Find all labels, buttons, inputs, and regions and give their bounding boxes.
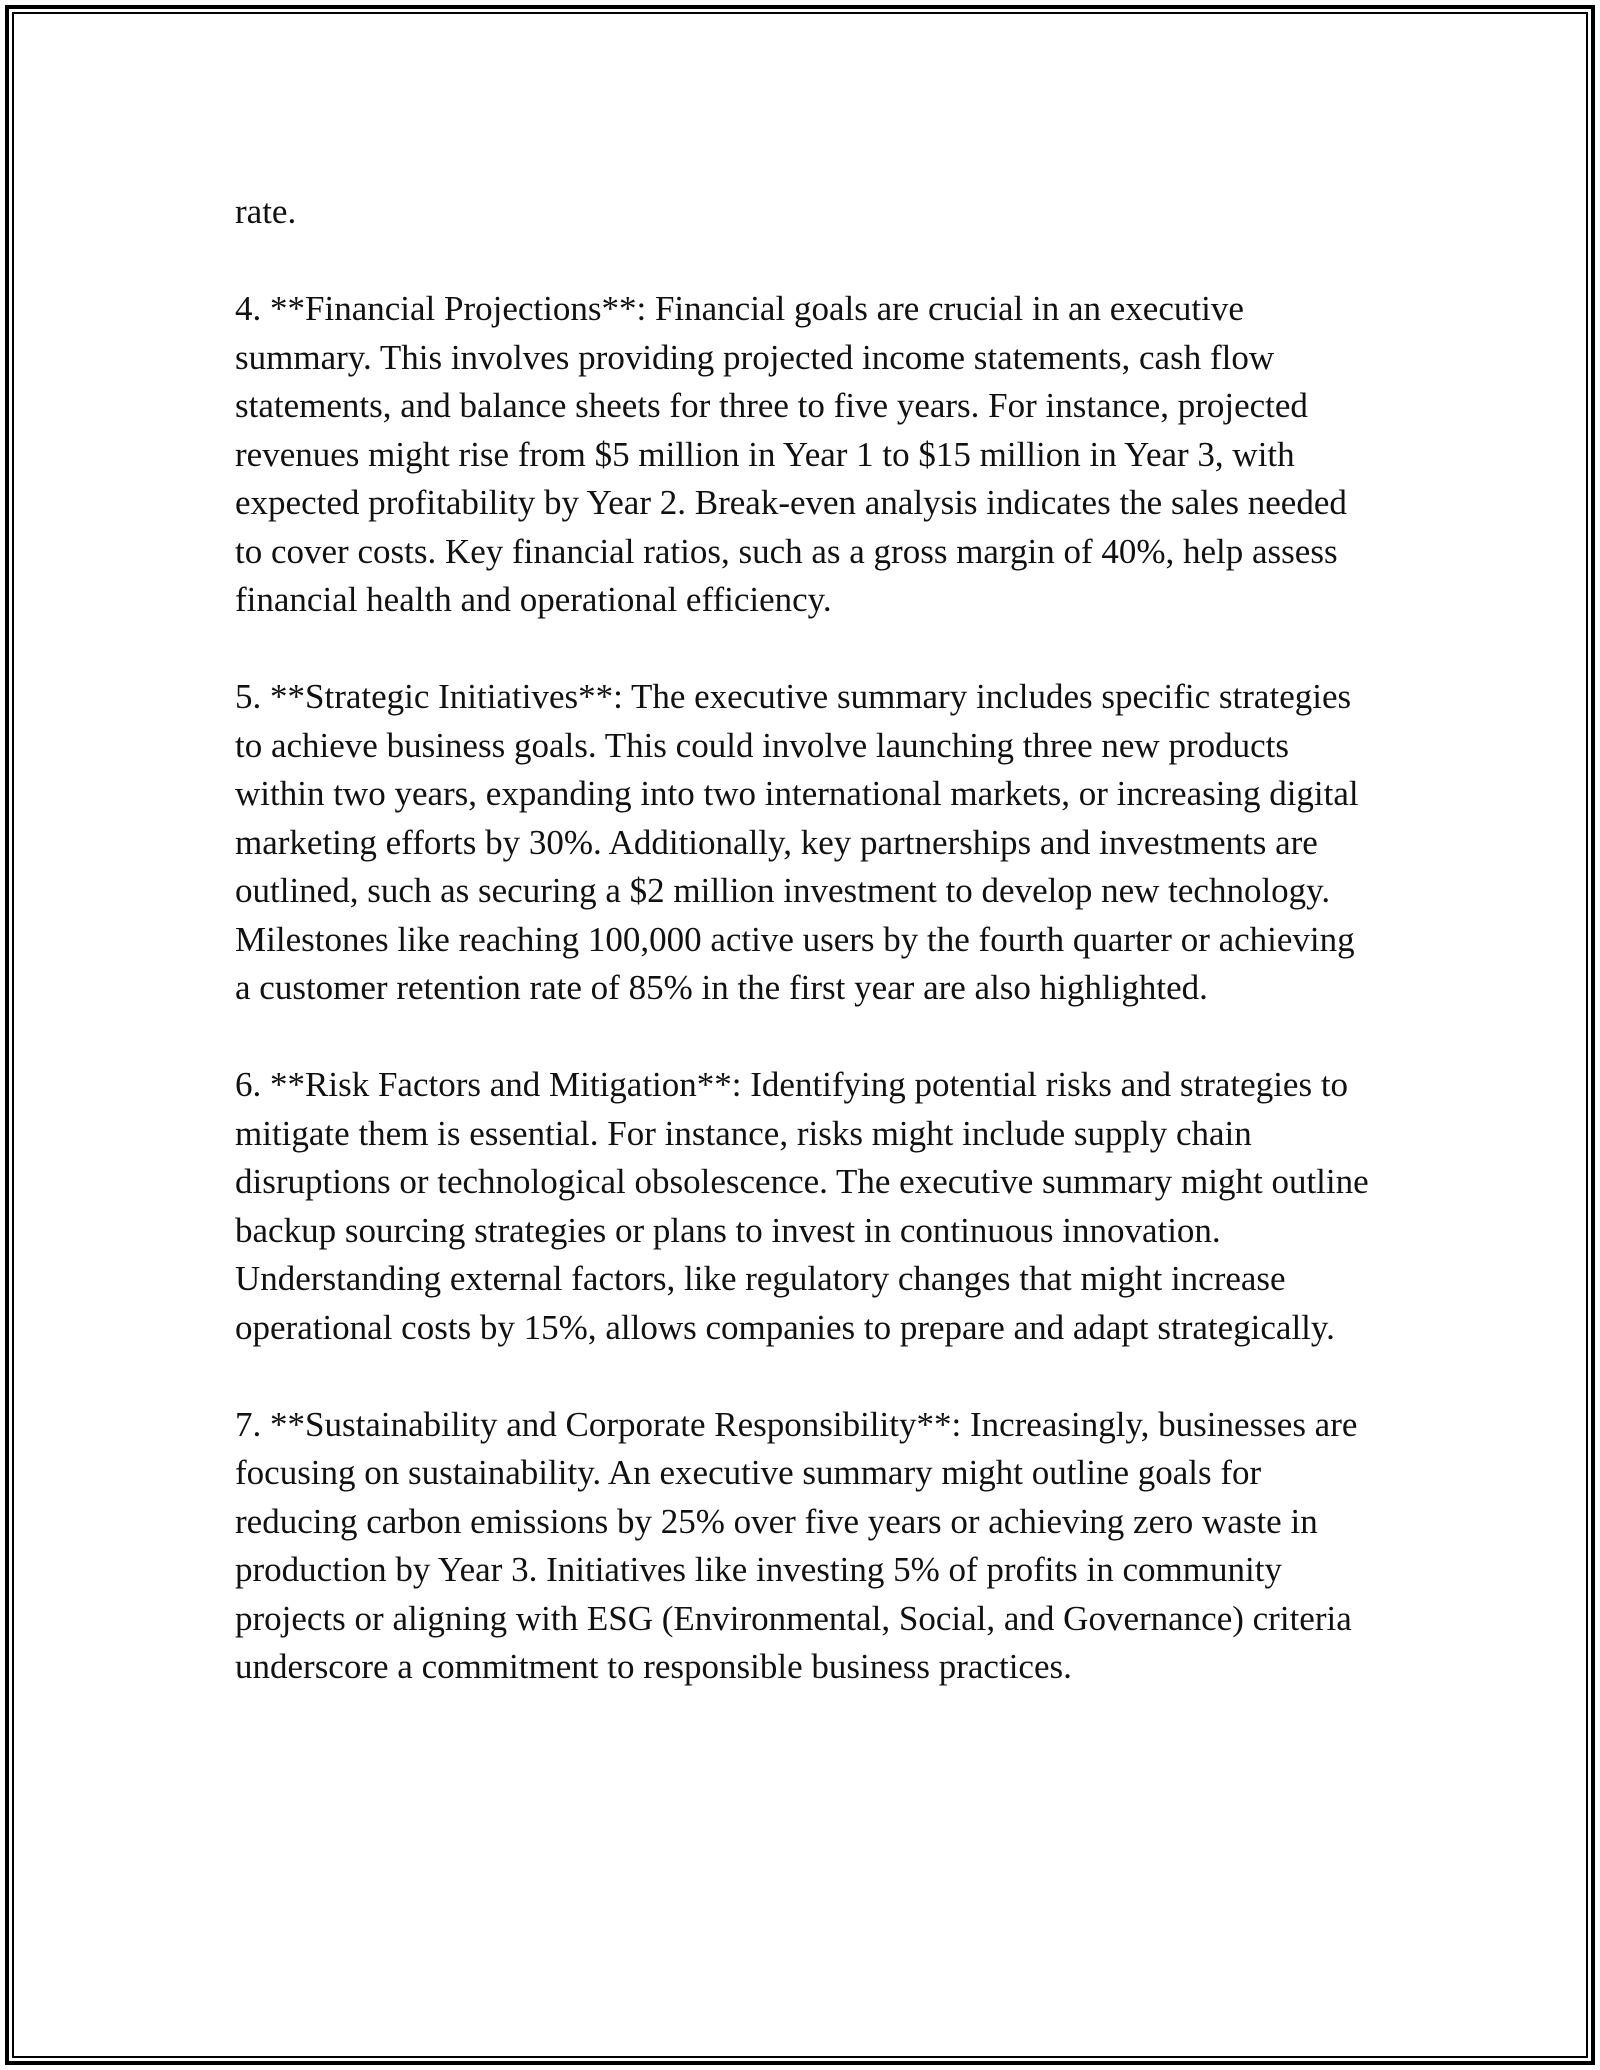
paragraph-risk-factors: 6. **Risk Factors and Mitigation**: Identifying potential risks and strategies to mitigate them is essential. For instance, risks might include supply chain disruptions or technological obsolescence. The executive summary might outline backup sourcing strategies or plans to invest in continuous innovation. Understanding external factors, like regulatory changes that might increase operational costs by 15%, allows companies to prepare and adapt strategically. — [235, 1065, 1369, 1347]
paragraph-continuation: rate. — [235, 192, 297, 231]
document-body — [235, 188, 1375, 1740]
paragraph-strategic-initiatives: 5. **Strategic Initiatives**: The executive summary includes specific strategies to achieve business goals. This could involve launching three new products within two years, expanding into two international markets, or increasing digital marketing efforts by 30%. Additionally, key partnerships and investments are outlined, such as securing a $2 million investment to develop new technology. Milestones like reaching 100,000 active users by the fourth quarter or achieving a customer retention rate of 85% in the first year are also highlighted. — [235, 677, 1359, 1007]
paragraph-sustainability: 7. **Sustainability and Corporate Responsibility**: Increasingly, businesses are focusing on sustainability. An executive summary might outline goals for reducing carbon emissions by 25% over five years or achieving zero waste in production by Year 3. Initiatives like investing 5% of profits in community projects or aligning with ESG (Environmental, Social, and Governance) criteria underscore a commitment to responsible business practices. — [235, 1404, 1358, 1686]
paragraph-financial-projections: 4. **Financial Projections**: Financial goals are crucial in an executive summary. This involves providing projected income statements, cash flow statements, and balance sheets for three to five years. For instance, projected revenues might rise from $5 million in Year 1 to $15 million in Year 3, with expected profitability by Year 2. Break-even analysis indicates the sales needed to cover costs. Key financial ratios, such as a gross margin of 40%, help assess financial health and operational efficiency. — [235, 289, 1347, 619]
